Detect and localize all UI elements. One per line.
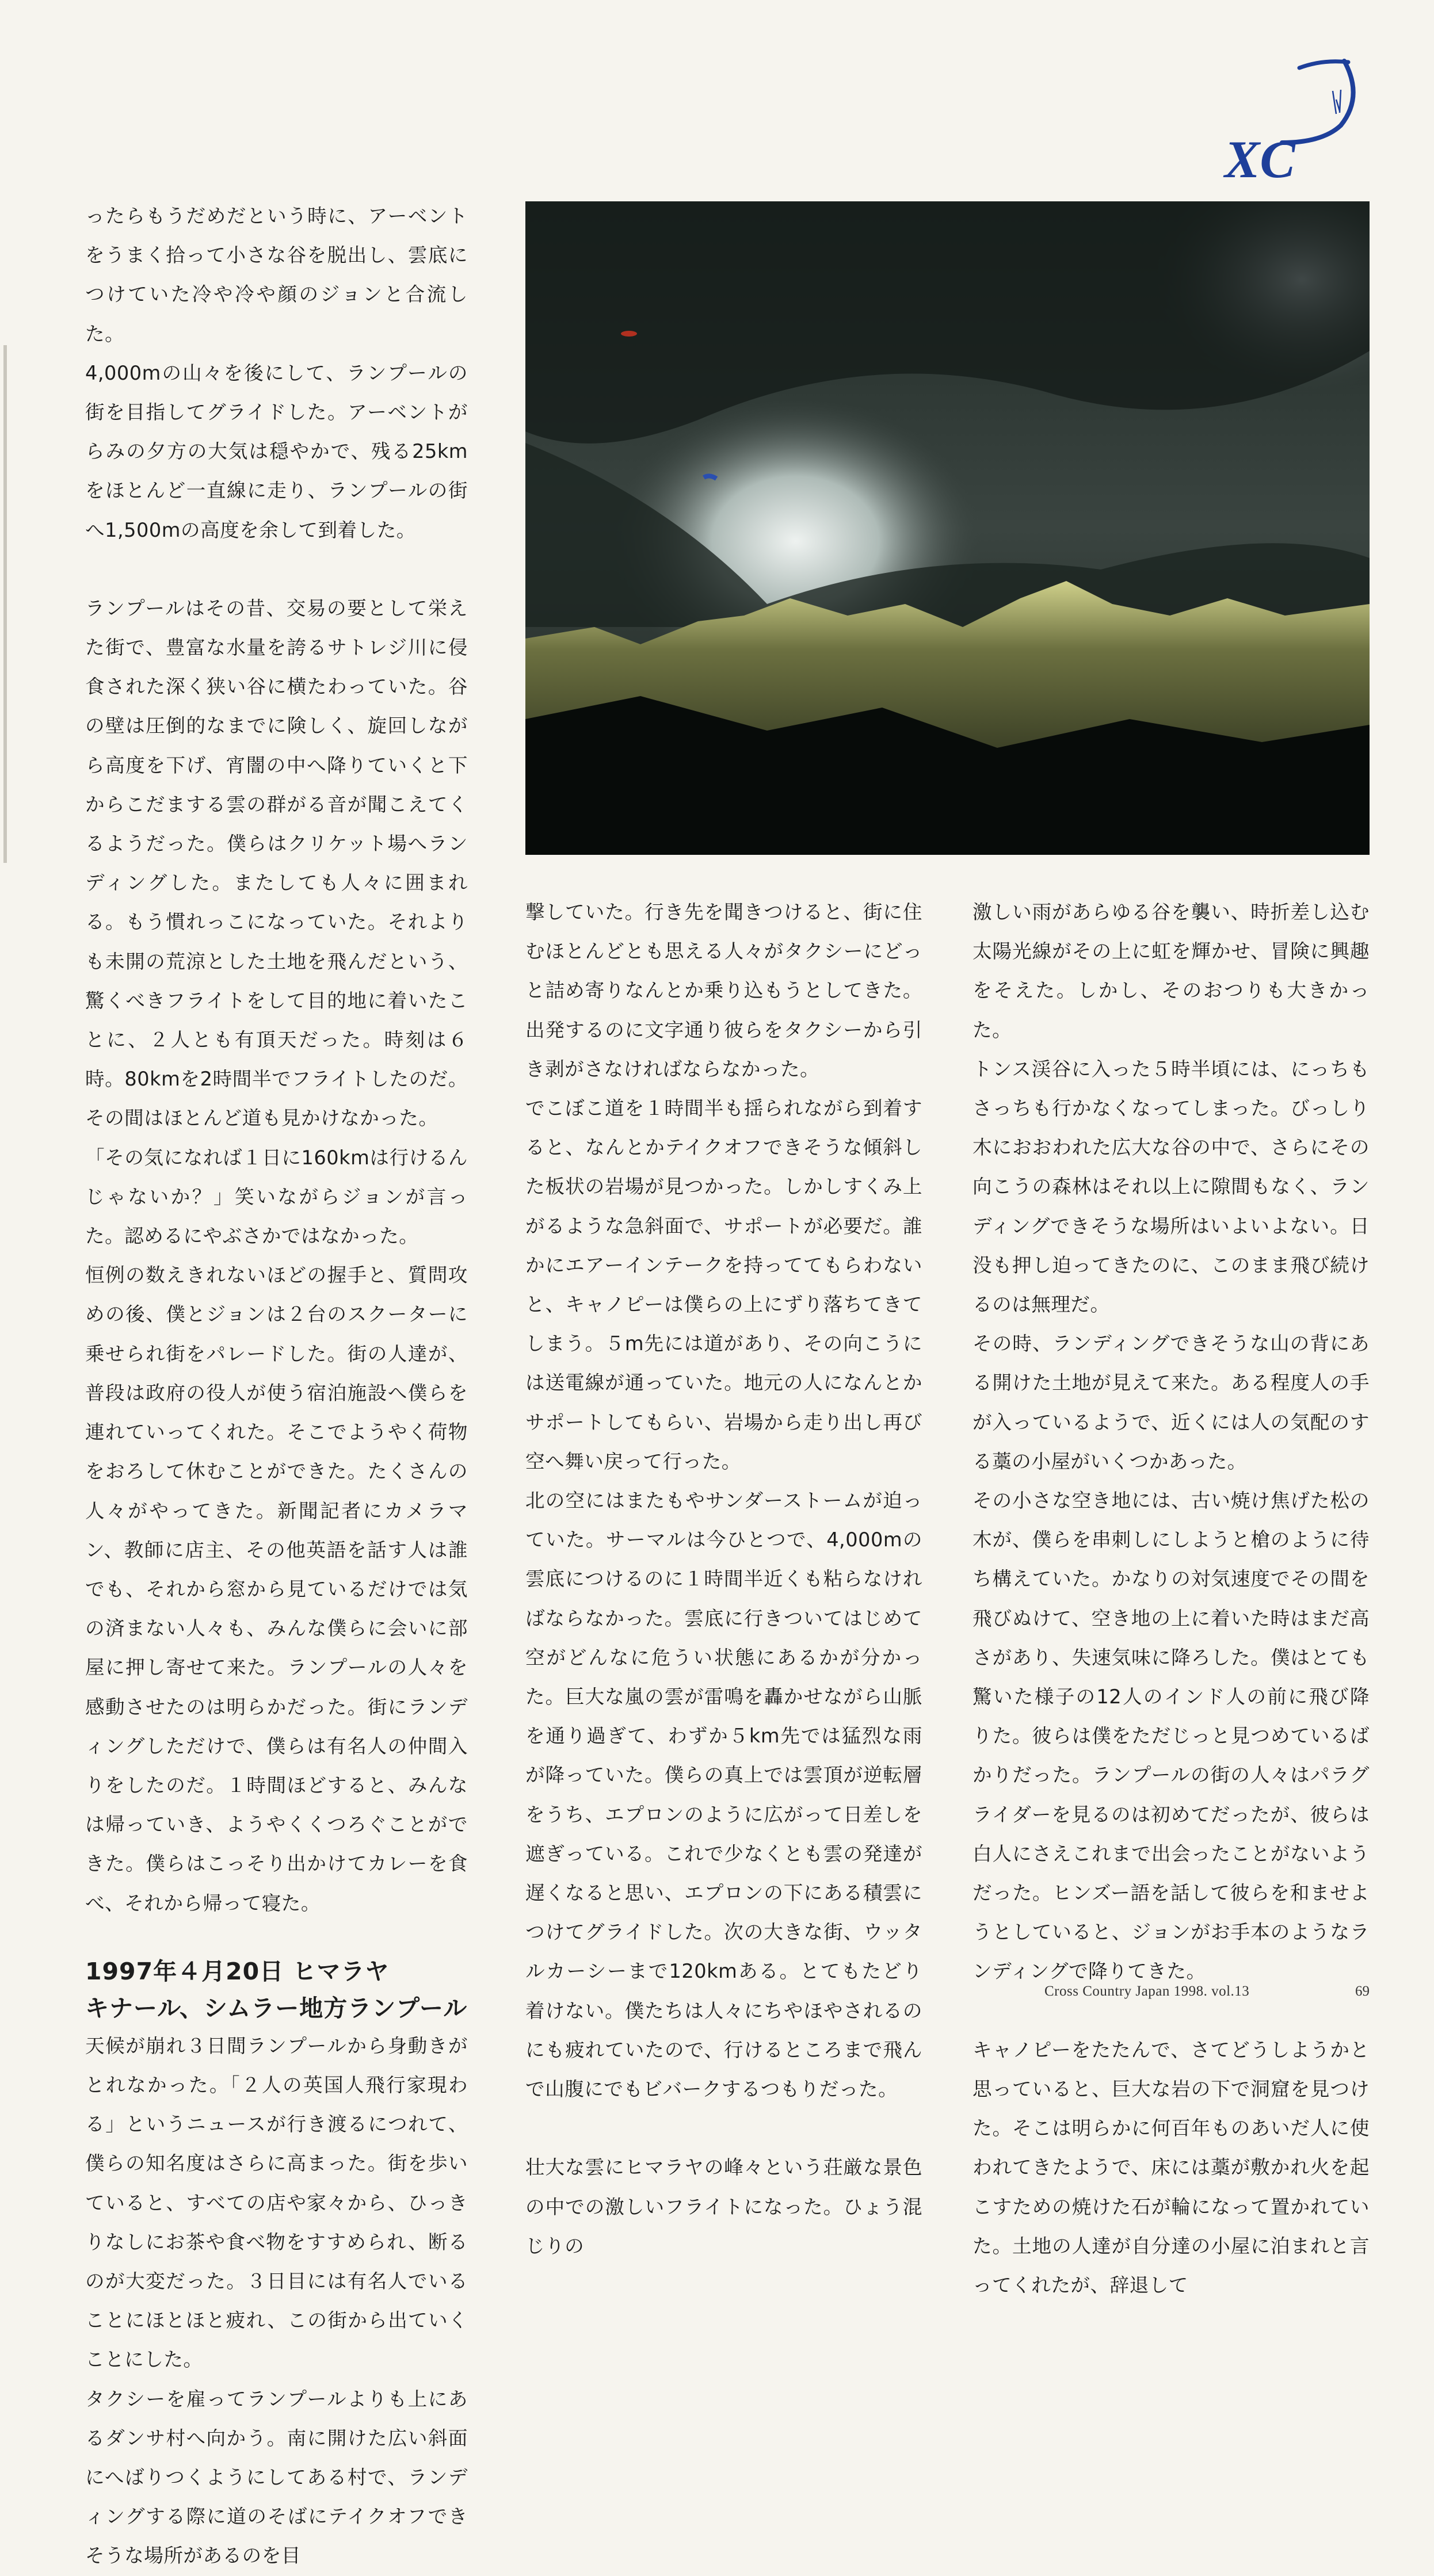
xc-logo-text: XC [1225, 130, 1295, 189]
paragraph: 撃していた。行き先を聞きつけると、街に住むほとんどとも思える人々がタクシーにどっと詰め寄りなんとか乗り込もうとしてきた。出発するのに文字通り彼らをタクシーから引き剥がさなければならなかった。 [525, 901, 922, 1080]
paragraph: 4,000mの山々を後にして、ランプールの街を目指してグライドした。アーベントがらみの夕方の大気は穏やかで、残る25kmをほとんど一直線に走り、ランプールの街へ1,500mの高度を余して到着した。 [85, 361, 468, 541]
paragraph: その小さな空き地には、古い焼け焦げた松の木が、僕らを串刺しにしようと槍のように待ち構えていた。かなりの対気速度でその間を飛びぬけて、空き地の上に着いた時はまだ高さがあり、失速気味に降ろした。僕はとても驚いた様子の12人のインド人の前に飛び降りた。彼らは僕をただじっと見つめているばかりだった。ランプールの街の人々はパラグライダーを見るのは初めてだったが、彼らは白人にさえこれまで出会ったことがないようだった。ヒンズー語を話して彼らを和ませようとしていると、ジョンがお手本のようなランディングで降りてきた。 [972, 1489, 1370, 1983]
xc-logo [1213, 56, 1368, 189]
paragraph: 天候が崩れ３日間ランプールから身動きがとれなかった。「２人の英国人飛行家現わる」というニュースが行き渡るにつれて、僕らの知名度はさらに高まった。街を歩いていると、すべての店や家々から、ひっきりなしにお茶や食べ物をすすめられ、断るのが大変だった。３日目には有名人でいることにほとほと疲れ、この街から出ていくことにした。 [85, 2034, 468, 2371]
storm-clouds-over-himalaya-photo [525, 201, 1370, 855]
section-heading-place: キナール、シムラー地方ランプール [85, 1994, 468, 2022]
section-heading-date: 1997年４月20日 ヒマラヤ [85, 1957, 390, 1985]
paragraph: キャノピーをたたんで、さてどうしようかと思っていると、巨大な岩の下で洞窟を見つけた。そこは明らかに何百年ものあいだ人に使われてきたようで、床には藁が敷かれ火を起こすための焼けた石が輪になって置かれていた。土地の人達が自分達の小屋に泊まれと言ってくれたが、辞退して [972, 2038, 1370, 2296]
paragraph: 北の空にはまたもやサンダーストームが迫っていた。サーマルは今ひとつで、4,000mの雲底につけるのに１時間半近くも粘らなければならなかった。雲底に行きついてはじめて空がどんなに危うい状態にあるかが分かった。巨大な嵐の雲が雷鳴を轟かせながら山脈を通り過ぎて、わずか５km先では猛烈な雨が降っていた。僕らの真上では雲頂が逆転層をうち、エプロンのように広がって日差しを遮ぎっている。これで少なくとも雲の発達が遅くなると思い、エプロンの下にある積雲につけてグライドした。次の大きな街、ウッタルカーシーまで120kmある。とてもたどり着けない。僕たちは人々にちやほやされるのにも疲れていたので、行けるところまで飛んで山腹にでもビバークするつもりだった。 [525, 1489, 922, 2101]
mountain-storm-photo [525, 201, 1370, 855]
paragraph: 壮大な雲にヒマラヤの峰々という荘厳な景色の中での激しいフライトになった。ひょう混じりの [525, 2156, 922, 2257]
paragraph: その時、ランディングできそうな山の背にある開けた土地が見えて来た。ある程度人の手が入っているようで、近くには人の気配のする藁の小屋がいくつかあった。 [972, 1332, 1370, 1473]
text-column-right [972, 893, 1370, 2305]
paragraph: タクシーを雇ってランプールよりも上にあるダンサ村へ向かう。南に開けた広い斜面にへばりつくようにしてある村で、ランディングする際に道のそばにテイクオフできそうな場所があるのを目 [85, 2387, 468, 2567]
magazine-name: Cross Country Japan 1998. vol.13 [1044, 1983, 1250, 1999]
paragraph: 恒例の数えきれないほどの握手と、質問攻めの後、僕とジョンは２台のスクーターに乗せられ街をパレードした。街の人達が、普段は政府の役人が使う宿泊施設へ僕らを連れていってくれた。そこでようやく荷物をおろして休むことができた。たくさんの人々がやってきた。新聞記者にカメラマン、教師に店主、その他英語を話す人は誰でも、それから窓から見ているだけでは気の済まない人々も、みんな僕らに会いに部屋に押し寄せて来た。ランプールの人々を感動させたのは明らかだった。街にランディングしただけで、僕らは有名人の仲間入りをしたのだ。１時間ほどすると、みんなは帰っていき、ようやくくつろぐことができた。僕らはこっそり出かけてカレーを食べ、それから帰って寝た。 [85, 1264, 468, 1914]
paragraph: 「その気になれば１日に160kmは行けるんじゃないか？」笑いながらジョンが言った。認めるにやぶさかではなかった。 [85, 1146, 468, 1248]
paragraph: でこぼこ道を１時間半も揺られながら到着すると、なんとかテイクオフできそうな傾斜した板状の岩場が見つかった。しかしすくみ上がるような急斜面で、サポートが必要だ。誰かにエアーインテークを持っててもらわないと、キャノピーは僕らの上にずり落ちてきてしまう。５m先には道があり、その向こうには送電線が通っていた。地元の人になんとかサポートしてもらい、岩場から走り出し再び空へ舞い戻って行った。 [525, 1097, 922, 1473]
paragraph: ったらもうだめだという時に、アーベントをうまく拾って小さな谷を脱出し、雲底につけていた冷や冷や顔のジョンと合流した。 [85, 205, 468, 345]
paragraph: トンス渓谷に入った５時半頃には、にっちもさっちも行かなくなってしまった。びっしり木におおわれた広大な谷の中で、さらにその向こうの森林はそれ以上に隙間もなく、ランディングできそうな場所はいよいよない。日没も押し迫ってきたのに、このまま飛び続けるのは無理だ。 [972, 1057, 1370, 1316]
text-column-middle [525, 893, 922, 2266]
paragraph: 激しい雨があらゆる谷を襲い、時折差し込む太陽光線がその上に虹を輝かせ、冒険に興趣をそえた。しかし、そのおつりも大きかった。 [972, 901, 1370, 1041]
page-edge-shadow [3, 345, 7, 863]
paraglider-logo-icon [1213, 56, 1368, 189]
page-number: 69 [1355, 1983, 1370, 1999]
text-column-left [85, 197, 468, 2576]
paragraph: ランプールはその昔、交易の要として栄えた街で、豊富な水量を誇るサトレジ川に侵食された深く狭い谷に横たわっていた。谷の壁は圧倒的なまでに険しく、旋回しながら高度を下げ、宵闇の中へ降りていくと下からこだまする雲の群がる音が聞こえてくるようだった。僕らはクリケット場へランディングした。またしても人々に囲まれる。もう慣れっこになっていた。それよりも未開の荒涼とした土地を飛んだという、驚くべきフライトをして目的地に着いたことに、２人とも有頂天だった。時刻は６時。80kmを2時間半でフライトしたのだ。その間はほとんど道も見かけなかった。 [85, 597, 468, 1130]
page-footer [1044, 1983, 1370, 2006]
